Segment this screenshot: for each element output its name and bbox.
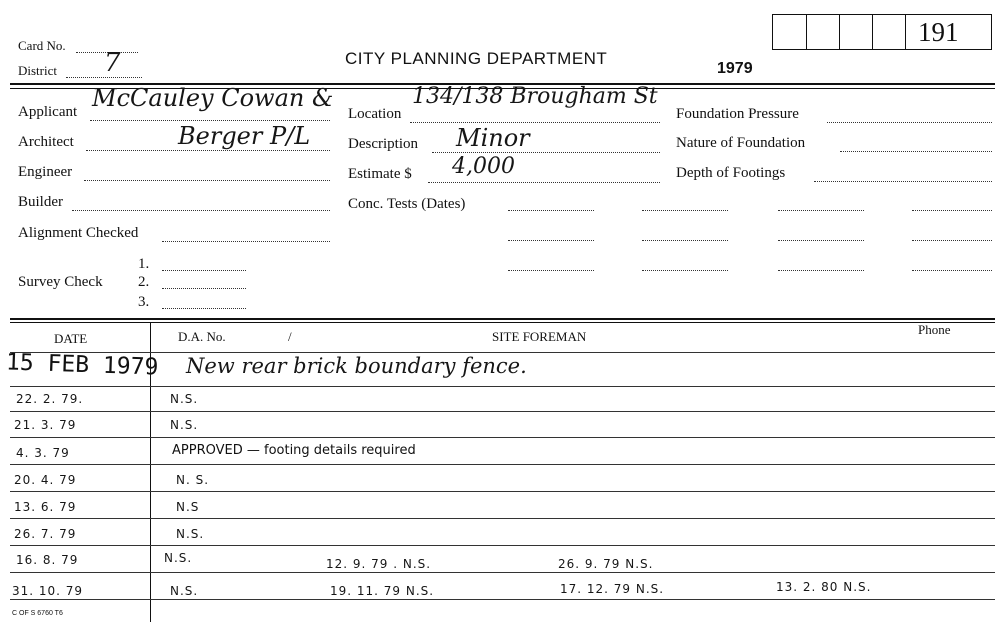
conc-test-line xyxy=(508,240,594,241)
card-number-cell-2 xyxy=(806,14,840,50)
estimate-label: Estimate $ xyxy=(348,166,412,182)
table-row-entry: New rear brick boundary fence. xyxy=(186,354,527,378)
da-no-header: D.A. No. xyxy=(178,329,226,344)
conc-test-line xyxy=(642,210,728,211)
description-line xyxy=(432,152,660,153)
da-slash: / xyxy=(288,329,292,344)
engineer-label: Engineer xyxy=(18,164,73,180)
row-rule xyxy=(10,545,995,546)
row-rule xyxy=(10,386,995,387)
row-rule xyxy=(10,411,995,412)
table-row-date: 15 FEB 1979 xyxy=(5,349,159,381)
depth-of-footings-label: Depth of Footings xyxy=(676,165,786,181)
table-row-extra-entry: 26. 9. 79 N.S. xyxy=(558,557,654,571)
applicant-value-1: McCauley Cowan & xyxy=(92,84,334,112)
alignment-line xyxy=(162,241,330,242)
location-line xyxy=(410,122,660,123)
conc-test-line xyxy=(912,240,992,241)
conc-test-line xyxy=(778,210,864,211)
table-row-date: 20. 4. 79 xyxy=(14,473,77,487)
district-value: 7 xyxy=(104,48,121,78)
table-row-date: 13. 6. 79 xyxy=(14,500,77,514)
card-number-cell-4 xyxy=(872,14,906,50)
estimate-line xyxy=(428,182,660,183)
card-number-cell-3 xyxy=(839,14,873,50)
table-row-entry: N.S xyxy=(176,500,200,514)
table-row-date: 21. 3. 79 xyxy=(14,418,77,432)
builder-line xyxy=(72,210,330,211)
table-top-rule-2 xyxy=(10,322,995,323)
row-rule xyxy=(10,572,995,573)
table-row-date: 26. 7. 79 xyxy=(14,527,77,541)
architect-label: Architect xyxy=(18,134,74,150)
survey-item-3: 3. xyxy=(138,294,150,310)
conc-test-line xyxy=(912,210,992,211)
table-row-extra-entry: 12. 9. 79 . N.S. xyxy=(326,557,432,571)
applicant-line xyxy=(90,120,330,121)
row-rule xyxy=(10,518,995,519)
conc-test-line xyxy=(642,270,728,271)
architect-line xyxy=(86,150,330,151)
location-value: 134/138 Brougham St xyxy=(412,84,658,109)
table-top-rule-1 xyxy=(10,318,995,320)
row-rule xyxy=(10,352,995,353)
table-row-entry: N.S. xyxy=(176,527,205,541)
survey-line-3 xyxy=(162,308,246,309)
estimate-value: 4,000 xyxy=(452,154,515,179)
depth-line xyxy=(814,181,992,182)
form-code: C OF S 6760 T6 xyxy=(12,610,63,617)
applicant-value-2: Berger P/L xyxy=(178,122,311,150)
conc-test-line xyxy=(642,240,728,241)
conc-test-line xyxy=(912,270,992,271)
nature-of-foundation-label: Nature of Foundation xyxy=(676,135,806,151)
conc-test-line xyxy=(508,210,594,211)
card-no-label: Card No. xyxy=(18,38,66,53)
phone-header: Phone xyxy=(918,322,951,337)
location-label: Location xyxy=(348,106,402,122)
description-value: Minor xyxy=(456,124,530,152)
row-rule xyxy=(10,491,995,492)
conc-test-line xyxy=(778,270,864,271)
table-row-entry: N.S. xyxy=(170,584,199,598)
date-header: DATE xyxy=(54,331,88,346)
survey-item-2: 2. xyxy=(138,274,150,290)
conc-test-line xyxy=(508,270,594,271)
district-label: District xyxy=(18,63,57,78)
engineer-line xyxy=(84,180,330,181)
survey-item-1: 1. xyxy=(138,256,150,272)
conc-tests-label: Conc. Tests (Dates) xyxy=(348,196,466,212)
form-year: 1979 xyxy=(717,60,753,77)
table-row-extra-entry: 19. 11. 79 N.S. xyxy=(330,584,435,598)
survey-line-2 xyxy=(162,288,246,289)
table-row-entry: N.S. xyxy=(164,551,193,565)
card-number-cell-1 xyxy=(772,14,807,50)
card-number: 191 xyxy=(918,17,959,47)
conc-test-line xyxy=(778,240,864,241)
table-row-extra-entry: 13. 2. 80 N.S. xyxy=(776,580,872,594)
builder-label: Builder xyxy=(18,194,63,210)
row-rule xyxy=(10,464,995,465)
applicant-label: Applicant xyxy=(18,104,78,120)
table-row-entry: N. S. xyxy=(176,473,210,487)
row-rule xyxy=(10,437,995,438)
foundation-pressure-line xyxy=(827,122,992,123)
site-foreman-header: SITE FOREMAN xyxy=(492,329,587,344)
table-row-extra-entry: 17. 12. 79 N.S. xyxy=(560,582,665,596)
alignment-checked-label: Alignment Checked xyxy=(18,225,139,241)
table-row-date: 4. 3. 79 xyxy=(16,446,70,460)
nature-line xyxy=(840,151,992,152)
form-title: CITY PLANNING DEPARTMENT xyxy=(345,49,608,68)
table-row-entry: N.S. xyxy=(170,418,199,432)
foundation-pressure-label: Foundation Pressure xyxy=(676,106,799,122)
table-row-entry: APPROVED — footing details required xyxy=(172,443,416,458)
row-rule xyxy=(10,599,995,600)
survey-check-label: Survey Check xyxy=(18,274,103,290)
table-row-entry: N.S. xyxy=(170,392,199,406)
table-row-date: 22. 2. 79. xyxy=(16,392,84,406)
description-label: Description xyxy=(348,136,418,152)
survey-line-1 xyxy=(162,270,246,271)
table-row-date: 31. 10. 79 xyxy=(12,584,84,598)
table-row-date: 16. 8. 79 xyxy=(16,553,79,567)
